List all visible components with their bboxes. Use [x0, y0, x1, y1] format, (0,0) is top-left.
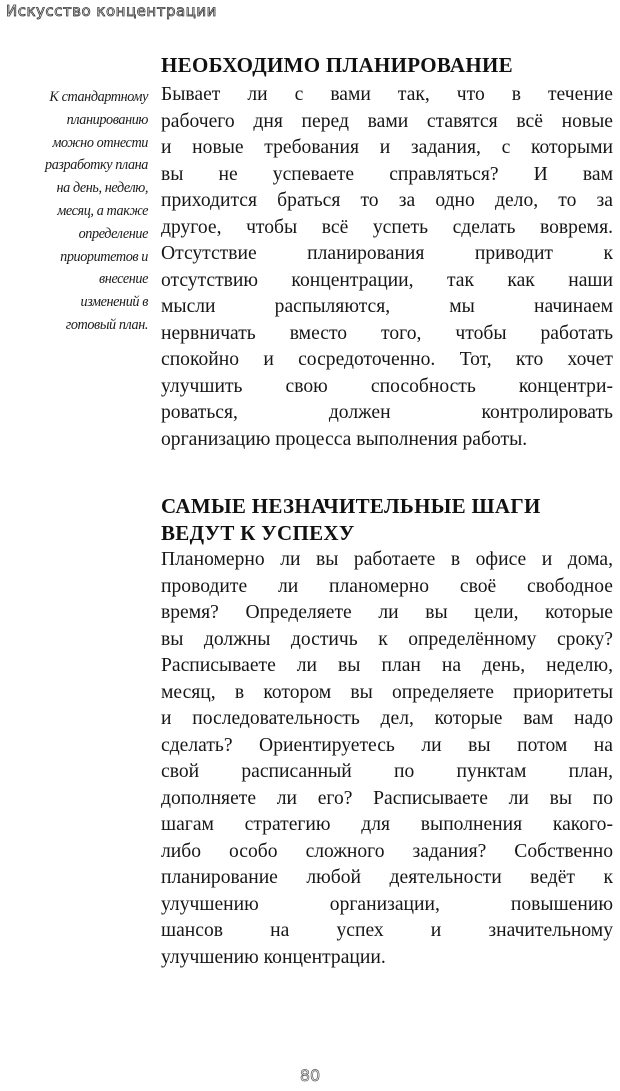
- body-line: отсутствию концентрации, так как наши: [161, 269, 613, 291]
- sidebar-note-line: месяц, а также: [57, 202, 148, 219]
- body-line: Отсутствие планирования приводит к: [161, 243, 613, 264]
- body-line: свой расписанный по пунктам план,: [161, 761, 613, 782]
- body-line: другое, чтобы всё успеть сделать вовремя.: [161, 216, 613, 238]
- body-line: мысли распыляются, мы начинаем: [161, 296, 613, 317]
- body-line: улучшению концентрации.: [161, 946, 386, 968]
- sidebar-note-line: разработку плана: [45, 157, 148, 174]
- body-line: шансов на успех и значительному: [161, 920, 613, 941]
- body-line: либо особо сложного задания? Собственно: [161, 840, 613, 862]
- body-line: Бывает ли с вами так, что в течение: [161, 84, 613, 105]
- sidebar-note-line: внесение: [99, 271, 148, 288]
- body-line: организацию процесса выполнения работы.: [161, 428, 528, 450]
- body-line: роваться, должен контролировать: [161, 402, 613, 423]
- body-line: Расписываете ли вы план на день, неделю,: [161, 655, 613, 676]
- body-line: вы должны достичь к определённому сроку?: [161, 628, 613, 650]
- body-line: проводите ли планомерно своё свободное: [161, 575, 613, 597]
- sidebar-note-line: определение: [78, 225, 148, 242]
- section-body: [161, 547, 613, 971]
- body-line: приходится браться то за одно дело, то за: [161, 190, 613, 211]
- body-line: улучшить свою способность концентри-: [161, 375, 613, 397]
- body-line: планирование любой деятельности ведёт к: [161, 867, 613, 888]
- section-heading-line: САМЫЕ НЕЗНАЧИТЕЛЬНЫЕ ШАГИ: [161, 494, 541, 518]
- body-line: улучшению организации, повышению: [161, 893, 613, 915]
- sidebar-note-line: на день, неделю,: [56, 180, 148, 197]
- body-line: нервничать вместо того, чтобы работать: [161, 322, 613, 344]
- body-line: рабочего дня перед вами ставятся всё новые: [161, 110, 613, 132]
- sidebar-note-line: К стандартному: [49, 89, 148, 105]
- body-line: Планомерно ли вы работаете в офисе и дома,: [161, 549, 613, 570]
- body-line: и новые требования и задания, с которыми: [161, 137, 613, 158]
- sidebar-note-line: готовый план.: [65, 316, 148, 333]
- section-heading-line: ВЕДУТ К УСПЕХУ: [161, 521, 355, 545]
- body-line: вы не успеваете справляться? И вам: [161, 163, 613, 185]
- body-line: дополняете ли его? Расписываете ли вы по: [161, 787, 613, 809]
- body-line: сделать? Ориентируетесь ли вы потом на: [161, 734, 613, 756]
- sidebar-note: [4, 86, 148, 337]
- sidebar-note-line: планированию: [66, 111, 148, 128]
- body-line: шагам стратегию для выполнения какого-: [161, 814, 613, 835]
- page-number: 80: [299, 1066, 321, 1085]
- sidebar-note-line: можно отнести: [52, 134, 148, 151]
- running-head: Искусство концентрации: [6, 2, 217, 20]
- section-heading: [161, 52, 613, 79]
- body-line: время? Определяете ли вы цели, которые: [161, 602, 613, 623]
- sidebar-note-line: изменений в: [80, 294, 148, 311]
- body-line: месяц, в котором вы определяете приоритеты: [161, 681, 613, 703]
- section-heading: [161, 493, 613, 547]
- sidebar-note-line: приоритетов и: [60, 248, 148, 265]
- section-heading-line: НЕОБХОДИМО ПЛАНИРОВАНИЕ: [161, 53, 513, 77]
- body-line: и последовательность дел, которые вам надо: [161, 708, 613, 729]
- section-body: [161, 82, 613, 453]
- body-line: спокойно и сосредоточенно. Тот, кто хочет: [161, 349, 613, 370]
